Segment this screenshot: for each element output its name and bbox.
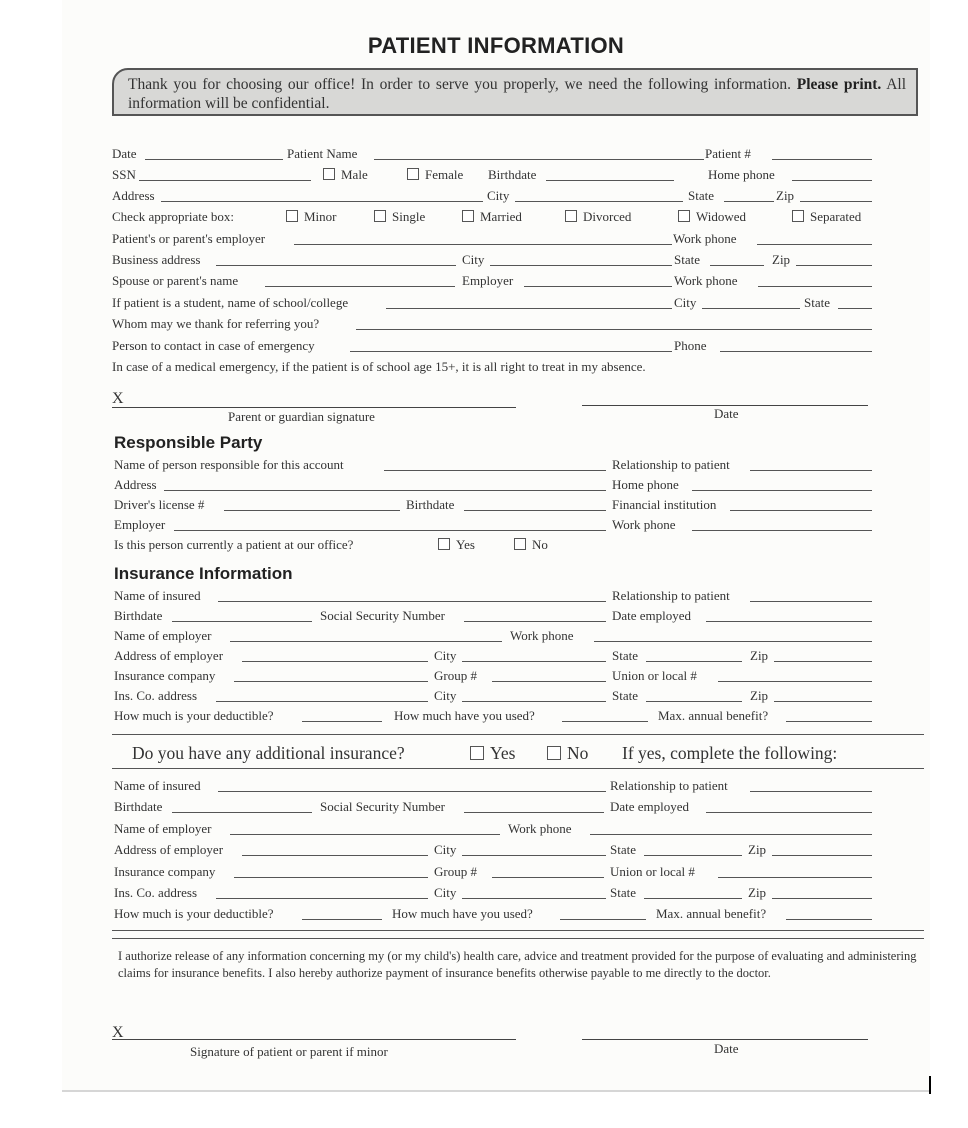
patient-date-label: Date xyxy=(714,1041,739,1056)
ins2-co-zip-field[interactable] xyxy=(772,885,872,899)
deductible-field[interactable] xyxy=(302,708,382,722)
ins-zip-field[interactable] xyxy=(774,648,872,662)
spouse-work-phone-field[interactable] xyxy=(758,273,872,287)
row-consent xyxy=(112,359,924,377)
female-checkbox[interactable] xyxy=(407,168,419,180)
date-label: Date xyxy=(112,146,137,161)
additional-question: Do you have any additional insurance? xyxy=(132,743,405,763)
responsible-relationship-label: Relationship to patient xyxy=(612,457,730,472)
business-state-label: State xyxy=(674,252,700,267)
row-date-name xyxy=(112,146,924,164)
emergency-phone-field[interactable] xyxy=(720,338,872,352)
ins2-zip-label: Zip xyxy=(748,842,767,857)
responsible-birthdate-label: Birthdate xyxy=(406,497,455,512)
ins2-used-field[interactable] xyxy=(560,906,646,920)
divorced-checkbox[interactable] xyxy=(565,210,577,222)
divider-auth-2 xyxy=(112,938,924,939)
row-responsible-address xyxy=(112,477,924,495)
business-state-field[interactable] xyxy=(710,252,764,266)
ins2-relationship-field[interactable] xyxy=(750,778,872,792)
ins2-work-phone-label: Work phone xyxy=(508,821,572,836)
intro-text: Thank you for choosing our office! In order to serve you properly, we need the following information. xyxy=(128,76,792,93)
ins2-deductible-field[interactable] xyxy=(302,906,382,920)
ins-co-zip-label: Zip xyxy=(750,688,769,703)
minor-label: Minor xyxy=(304,209,337,224)
check-box-label: Check appropriate box: xyxy=(112,209,235,224)
ins2-company-label: Insurance company xyxy=(114,864,216,879)
ins2-used-label: How much have you used? xyxy=(392,906,533,921)
additional-insurance-row xyxy=(112,743,924,767)
divider-top xyxy=(112,734,924,735)
current-no-checkbox[interactable] xyxy=(514,538,526,550)
ins-work-phone-field[interactable] xyxy=(594,628,872,642)
home-phone-field[interactable] xyxy=(792,167,872,181)
row-spouse xyxy=(112,273,924,291)
row-address xyxy=(112,188,924,206)
divider-bottom xyxy=(112,768,924,769)
address-label: Address xyxy=(112,188,155,203)
row-ins-employer-address xyxy=(112,648,924,666)
row-ins-deductible xyxy=(112,708,924,726)
current-no-label: No xyxy=(532,537,548,552)
state-field[interactable] xyxy=(724,188,774,202)
ins-union-label: Union or local # xyxy=(612,668,697,683)
ins2-union-label: Union or local # xyxy=(610,864,695,879)
ins-co-city-field[interactable] xyxy=(462,688,606,702)
male-checkbox[interactable] xyxy=(323,168,335,180)
ins2-insured-field[interactable] xyxy=(218,778,606,792)
patient-signature-label: Signature of patient or parent if minor xyxy=(190,1044,388,1059)
school-city-field[interactable] xyxy=(702,295,800,309)
business-address-field[interactable] xyxy=(216,252,456,266)
row-ins-co-address xyxy=(112,688,924,706)
emergency-phone-label: Phone xyxy=(674,338,707,353)
ins2-birthdate-field[interactable] xyxy=(172,799,312,813)
responsible-address-field[interactable] xyxy=(164,477,606,491)
row-status xyxy=(112,209,924,227)
ins2-employer-label: Name of employer xyxy=(114,821,212,836)
insured-field[interactable] xyxy=(218,588,606,602)
insurance-heading: Insurance Information xyxy=(114,564,293,583)
school-state-label: State xyxy=(804,295,830,310)
ins-group-field[interactable] xyxy=(492,668,606,682)
business-zip-label: Zip xyxy=(772,252,791,267)
additional-yes-label: Yes xyxy=(490,743,516,763)
ssn-label: SSN xyxy=(112,167,136,182)
ins2-zip-field[interactable] xyxy=(772,842,872,856)
ins2-ssn-label: Social Security Number xyxy=(320,799,445,814)
separated-checkbox[interactable] xyxy=(792,210,804,222)
ins-ssn-label: Social Security Number xyxy=(320,608,445,623)
row-ins-employer xyxy=(112,628,924,646)
responsible-address-label: Address xyxy=(114,477,157,492)
row-ins-birthdate xyxy=(112,608,924,626)
school-state-field[interactable] xyxy=(838,295,872,309)
emergency-contact-field[interactable] xyxy=(350,338,672,352)
row-responsible-current xyxy=(112,537,924,555)
separated-label: Separated xyxy=(810,209,862,224)
ins-birthdate-label: Birthdate xyxy=(114,608,163,623)
ssn-field[interactable] xyxy=(139,167,311,181)
ins-city-label: City xyxy=(434,648,457,663)
row-ins2-employer-address xyxy=(112,842,924,860)
current-yes-checkbox[interactable] xyxy=(438,538,450,550)
patient-x-mark: X xyxy=(112,1024,124,1041)
row-ins2-deductible xyxy=(112,906,924,924)
text-cursor xyxy=(929,1076,931,1094)
referral-label: Whom may we thank for referring you? xyxy=(112,316,320,331)
patient-name-label: Patient Name xyxy=(287,146,358,161)
ins2-co-city-label: City xyxy=(434,885,457,900)
zip-field[interactable] xyxy=(800,188,872,202)
ins-co-state-label: State xyxy=(612,688,638,703)
row-referral xyxy=(112,316,924,334)
financial-label: Financial institution xyxy=(612,497,717,512)
ins-co-zip-field[interactable] xyxy=(774,688,872,702)
patient-no-field[interactable] xyxy=(772,146,872,160)
ins2-deductible-label: How much is your deductible? xyxy=(114,906,274,921)
ins2-birthdate-label: Birthdate xyxy=(114,799,163,814)
row-responsible-employer xyxy=(112,517,924,535)
ins2-employer-address-field[interactable] xyxy=(242,842,428,856)
ins-co-address-label: Ins. Co. address xyxy=(114,688,198,703)
ins2-employed-label: Date employed xyxy=(610,799,690,814)
row-ins2-company xyxy=(112,864,924,882)
single-label: Single xyxy=(392,209,426,224)
patient-no-label: Patient # xyxy=(705,146,751,161)
responsible-employer-label: Employer xyxy=(114,517,166,532)
additional-yes-checkbox[interactable] xyxy=(470,746,484,760)
school-city-label: City xyxy=(674,295,697,310)
row-ins2-insured xyxy=(112,778,924,796)
ins2-union-field[interactable] xyxy=(718,864,872,878)
responsible-home-phone-label: Home phone xyxy=(612,477,679,492)
ins2-ssn-field[interactable] xyxy=(464,799,604,813)
divorced-label: Divorced xyxy=(583,209,632,224)
row-ins2-co-address xyxy=(112,885,924,903)
divider-auth-1 xyxy=(112,930,924,931)
deductible-label: How much is your deductible? xyxy=(114,708,274,723)
business-zip-field[interactable] xyxy=(796,252,872,266)
license-field[interactable] xyxy=(224,497,400,511)
ins-group-label: Group # xyxy=(434,668,477,683)
form-title: PATIENT INFORMATION xyxy=(367,33,625,58)
referral-field[interactable] xyxy=(356,316,872,330)
city-label: City xyxy=(487,188,510,203)
row-emergency xyxy=(112,338,924,356)
work-phone-field[interactable] xyxy=(757,231,872,245)
birthdate-field[interactable] xyxy=(546,167,674,181)
row-ins-company xyxy=(112,668,924,686)
ins-state-field[interactable] xyxy=(646,648,742,662)
ins2-state-label: State xyxy=(610,842,636,857)
ins-co-state-field[interactable] xyxy=(646,688,742,702)
row-employer xyxy=(112,231,924,249)
address-field[interactable] xyxy=(161,188,483,202)
minor-checkbox[interactable] xyxy=(286,210,298,222)
patient-date-line[interactable] xyxy=(582,1038,868,1040)
responsible-birthdate-field[interactable] xyxy=(464,497,606,511)
ins-employed-label: Date employed xyxy=(612,608,692,623)
intro-box xyxy=(112,68,918,116)
employer-field[interactable] xyxy=(294,231,672,245)
ins-zip-label: Zip xyxy=(750,648,769,663)
ins-employer-address-field[interactable] xyxy=(242,648,428,662)
ins-employed-field[interactable] xyxy=(706,608,872,622)
ins2-co-state-label: State xyxy=(610,885,636,900)
additional-instruction: If yes, complete the following: xyxy=(622,743,838,763)
ins-union-field[interactable] xyxy=(718,668,872,682)
ins2-co-address-field[interactable] xyxy=(216,885,428,899)
row-ins2-birthdate xyxy=(112,799,924,817)
form-sheet xyxy=(62,0,930,1092)
row-ins2-employer xyxy=(112,821,924,839)
married-checkbox[interactable] xyxy=(462,210,474,222)
guardian-signature-label: Parent or guardian signature xyxy=(228,409,375,424)
ins2-group-field[interactable] xyxy=(492,864,604,878)
ins-company-field[interactable] xyxy=(234,668,428,682)
ins2-co-state-field[interactable] xyxy=(644,885,742,899)
ins-co-city-label: City xyxy=(434,688,457,703)
ins-co-address-field[interactable] xyxy=(216,688,428,702)
responsible-work-phone-label: Work phone xyxy=(612,517,676,532)
ins2-co-city-field[interactable] xyxy=(462,885,606,899)
ins-ssn-field[interactable] xyxy=(464,608,606,622)
ins-relationship-label: Relationship to patient xyxy=(612,588,730,603)
date-field[interactable] xyxy=(145,146,283,160)
max-benefit-field[interactable] xyxy=(786,708,872,722)
max-benefit-label: Max. annual benefit? xyxy=(658,708,769,723)
row-responsible-license xyxy=(112,497,924,515)
birthdate-label: Birthdate xyxy=(488,167,537,182)
spouse-label: Spouse or parent's name xyxy=(112,273,239,288)
guardian-x-mark: X xyxy=(112,390,124,407)
spouse-work-phone-label: Work phone xyxy=(674,273,738,288)
guardian-signature-line[interactable] xyxy=(112,406,516,408)
responsible-party-heading: Responsible Party xyxy=(114,433,263,452)
ins-birthdate-field[interactable] xyxy=(172,608,312,622)
emergency-contact-label: Person to contact in case of emergency xyxy=(112,338,315,353)
spouse-field[interactable] xyxy=(265,273,455,287)
business-city-label: City xyxy=(462,252,485,267)
home-phone-label: Home phone xyxy=(708,167,775,182)
row-responsible-name xyxy=(112,457,924,475)
responsible-relationship-field[interactable] xyxy=(750,457,872,471)
license-label: Driver's license # xyxy=(114,497,205,512)
used-field[interactable] xyxy=(562,708,648,722)
ins2-group-label: Group # xyxy=(434,864,477,879)
ins2-max-benefit-field[interactable] xyxy=(786,906,872,920)
row-ins-insured xyxy=(112,588,924,606)
row-student xyxy=(112,295,924,313)
responsible-employer-field[interactable] xyxy=(174,517,606,531)
row-ssn xyxy=(112,167,924,185)
current-yes-label: Yes xyxy=(456,537,475,552)
row-business-address xyxy=(112,252,924,270)
patient-name-field[interactable] xyxy=(374,146,704,160)
female-label: Female xyxy=(425,167,464,182)
student-field[interactable] xyxy=(386,295,672,309)
guardian-date-label: Date xyxy=(714,406,739,421)
ins2-state-field[interactable] xyxy=(644,842,742,856)
business-address-label: Business address xyxy=(112,252,201,267)
ins2-employer-address-label: Address of employer xyxy=(114,842,224,857)
insured-label: Name of insured xyxy=(114,588,201,603)
responsible-name-field[interactable] xyxy=(384,457,606,471)
responsible-work-phone-field[interactable] xyxy=(692,517,872,531)
ins2-insured-label: Name of insured xyxy=(114,778,201,793)
city-field[interactable] xyxy=(515,188,683,202)
single-checkbox[interactable] xyxy=(374,210,386,222)
ins2-co-address-label: Ins. Co. address xyxy=(114,885,198,900)
employer-label: Patient's or parent's employer xyxy=(112,231,266,246)
current-patient-label: Is this person currently a patient at our office? xyxy=(114,537,354,552)
authorization-text: I authorize release of any information concerning my (or my child's) health care, advice and treatment provided for the purpose of evaluating and administering claims for insurance benefits. I also hereby authorize payment of insurance benefits otherwise payable to me directly to the doctor. xyxy=(118,949,917,980)
additional-no-checkbox[interactable] xyxy=(547,746,561,760)
ins-employer-field[interactable] xyxy=(230,628,502,642)
male-label: Male xyxy=(341,167,368,182)
ins2-co-zip-label: Zip xyxy=(748,885,767,900)
patient-signature-line[interactable] xyxy=(112,1038,516,1040)
ins2-employed-field[interactable] xyxy=(706,799,872,813)
used-label: How much have you used? xyxy=(394,708,535,723)
state-label: State xyxy=(688,188,714,203)
ins-employer-label: Name of employer xyxy=(114,628,212,643)
ins2-employer-field[interactable] xyxy=(230,821,500,835)
work-phone-label: Work phone xyxy=(673,231,737,246)
ins-company-label: Insurance company xyxy=(114,668,216,683)
ins2-relationship-label: Relationship to patient xyxy=(610,778,728,793)
ins-employer-address-label: Address of employer xyxy=(114,648,224,663)
intro-bold: Please print. xyxy=(796,76,882,93)
ins-relationship-field[interactable] xyxy=(750,588,872,602)
ins-city-field[interactable] xyxy=(462,648,606,662)
zip-label: Zip xyxy=(776,188,795,203)
ins2-city-label: City xyxy=(434,842,457,857)
ins-work-phone-label: Work phone xyxy=(510,628,574,643)
spouse-employer-label: Employer xyxy=(462,273,514,288)
ins2-max-benefit-label: Max. annual benefit? xyxy=(656,906,767,921)
additional-no-label: No xyxy=(567,743,589,763)
widowed-label: Widowed xyxy=(696,209,747,224)
ins-state-label: State xyxy=(612,648,638,663)
ins2-city-field[interactable] xyxy=(462,842,606,856)
responsible-home-phone-field[interactable] xyxy=(692,477,872,491)
widowed-checkbox[interactable] xyxy=(678,210,690,222)
married-label: Married xyxy=(480,209,522,224)
spouse-employer-field[interactable] xyxy=(524,273,672,287)
responsible-name-label: Name of person responsible for this account xyxy=(114,457,344,472)
consent-text: In case of a medical emergency, if the patient is of school age 15+, it is all right to treat in my absence. xyxy=(112,359,646,374)
ins2-company-field[interactable] xyxy=(234,864,428,878)
ins2-work-phone-field[interactable] xyxy=(590,821,872,835)
intro-tail: All information will be confidential. xyxy=(128,76,907,112)
student-label: If patient is a student, name of school/college xyxy=(112,295,349,310)
business-city-field[interactable] xyxy=(490,252,672,266)
financial-field[interactable] xyxy=(730,497,872,511)
